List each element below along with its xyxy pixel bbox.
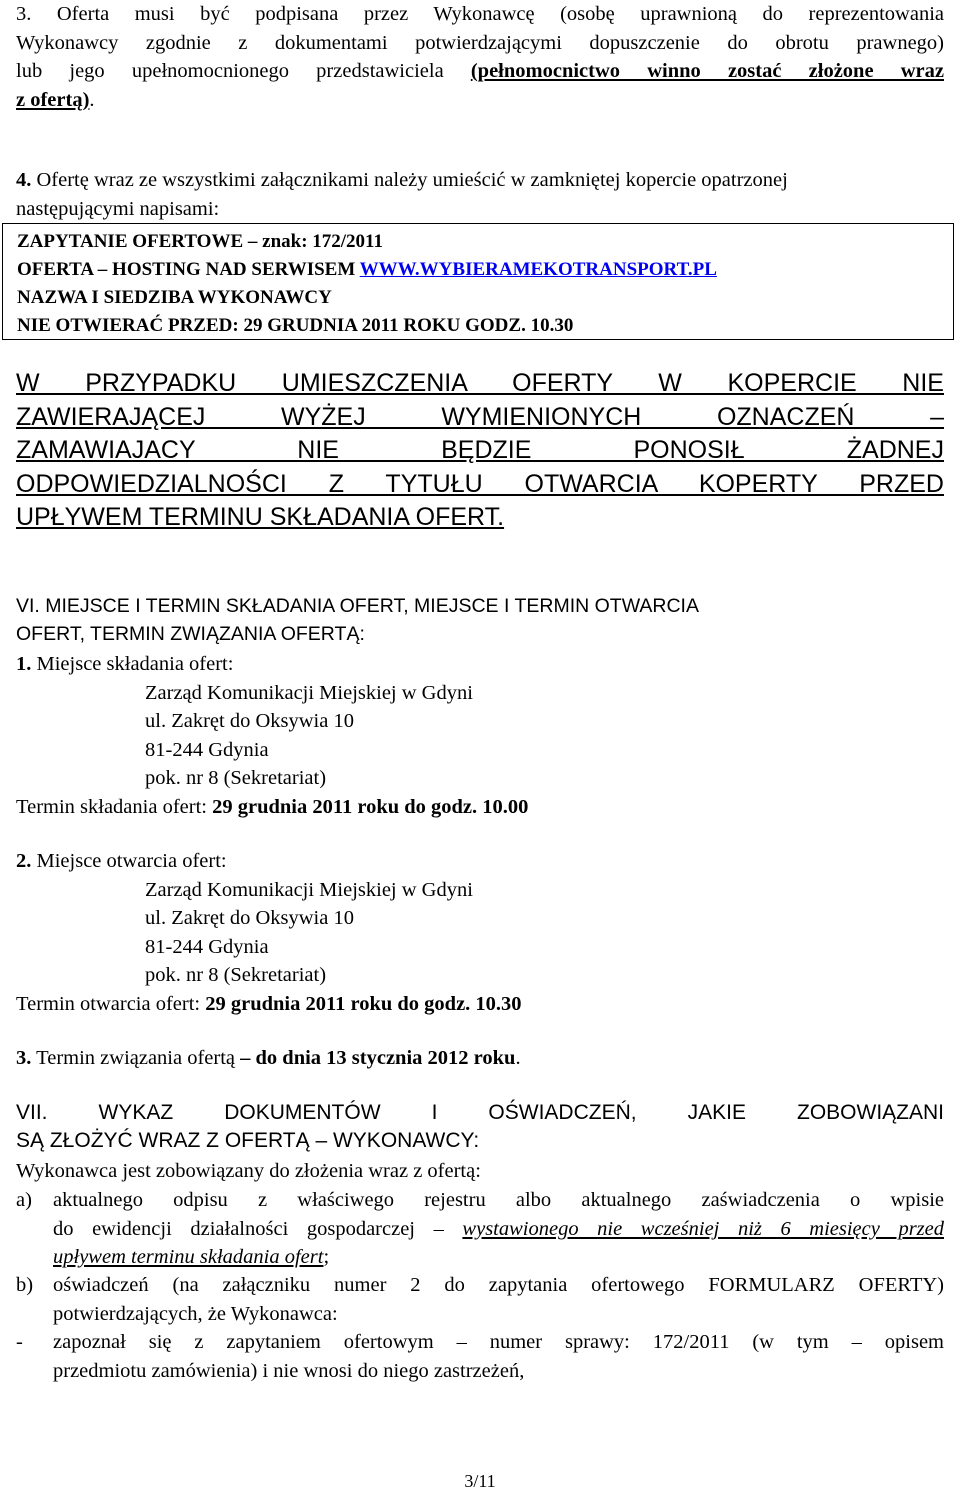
section-7-title-line-2: SĄ ZŁOŻYĆ WRAZ Z OFERTĄ – WYKONAWCY: (16, 1129, 480, 1152)
point-1-term-value: 29 grudnia 2011 roku do godz. 10.00 (212, 795, 529, 818)
warning-line-2: ZAWIERAJĄCEJ WYŻEJ WYMIENIONYCH OZNACZEŃ – (16, 402, 944, 431)
point-3-number: 3. (16, 1047, 32, 1069)
point-1-address-2: ul. Zakręt do Oksywia 10 (145, 710, 354, 732)
dash-item-line-1: zapoznał się z zapytaniem ofertowym – numer sprawy: 172/2011 (w tym – opisem (53, 1331, 944, 1353)
item-3-emphasis: (pełnomocnictwo winno zostać złożone wraz (470, 60, 944, 82)
section-6-title-line-1: VI. MIEJSCE I TERMIN SKŁADANIA OFERT, MIEJSCE I TERMIN OTWARCIA (16, 595, 699, 617)
item-4-paragraph (16, 166, 944, 223)
section-7-title-line-1: VII. WYKAZ DOKUMENTÓW I OŚWIADCZEŃ, JAKIE ZOBOWIĄZANI (16, 1101, 944, 1124)
item-3-line-3-text: lub jego upełnomocnionego przedstawiciela (16, 60, 471, 82)
item-b-label: b) (16, 1274, 34, 1296)
item-3-line-4 (16, 86, 944, 115)
item-3-emphasis-end: z ofertą) (16, 88, 90, 111)
point-3-label: Termin związania ofertą (31, 1047, 241, 1069)
item-3-paragraph (16, 0, 944, 114)
section-6-point-3 (16, 1044, 944, 1073)
section-6-title-line-2: OFERT, TERMIN ZWIĄZANIA OFERTĄ: (16, 623, 365, 645)
point-2-heading (16, 847, 944, 876)
warning-line-3: ZAMAWIAJACY NIE BĘDZIE PONOSIŁ ŻADNEJ (16, 436, 944, 464)
warning-paragraph (16, 367, 944, 535)
item-3-period: . (89, 88, 95, 111)
section-7-intro-text: Wykonawca jest zobowiązany do złożenia wraz z ofertą: (16, 1160, 481, 1182)
section-6-point-2 (16, 847, 944, 1018)
point-2-address-4: pok. nr 8 (Sekretariat) (145, 964, 327, 986)
item-a-emphasis: wystawionego nie wcześniej niż 6 miesięcy przed (462, 1217, 944, 1240)
envelope-line-3: NAZWA I SIEDZIBA WYKONAWCY (17, 287, 332, 308)
section-7 (16, 1099, 944, 1155)
item-4-line-2: następującymi napisami: (16, 197, 220, 220)
section-6-point-1 (16, 650, 944, 821)
dash-item-label: - (16, 1331, 23, 1353)
dash-item-line-2: przedmiotu zamówienia) i nie wnosi do niego zastrzeżeń, (53, 1359, 525, 1382)
section-7-intro (16, 1157, 944, 1186)
item-a-semicolon: ; (323, 1246, 330, 1268)
list-item-a (16, 1186, 944, 1272)
item-a-line-2 (53, 1215, 944, 1244)
point-2-address-2: ul. Zakręt do Oksywia 10 (145, 907, 354, 929)
point-2-label: Miejsce otwarcia ofert: (31, 850, 227, 872)
envelope-line-2-text: OFERTA – HOSTING NAD SERWISEM (17, 259, 360, 280)
envelope-line-4: NIE OTWIERAĆ PRZED: 29 GRUDNIA 2011 ROKU GODZ. 10.30 (17, 315, 574, 336)
warning-line-4: ODPOWIEDZIALNOŚCI Z TYTUŁU OTWARCIA KOPERTY PRZED (16, 469, 944, 498)
point-1-term-label: Termin składania ofert: (16, 795, 213, 818)
section-6 (16, 592, 944, 648)
point-1-address-1: Zarząd Komunikacji Miejskiej w Gdyni (145, 681, 473, 704)
point-2-term-value: 29 grudnia 2011 roku do godz. 10.30 (205, 992, 522, 1015)
point-2-term (16, 990, 944, 1019)
warning-line-5: UPŁYWEM TERMINU SKŁADANIA OFERT. (16, 503, 505, 531)
point-3-period: . (515, 1047, 521, 1069)
point-2-number: 2. (16, 850, 32, 872)
list-item-b (16, 1271, 944, 1328)
point-1-label: Miejsce składania ofert: (31, 653, 234, 675)
item-a-line-3 (53, 1243, 944, 1272)
warning-line-1: W PRZYPADKU UMIESZCZENIA OFERTY W KOPERCIE NIE (16, 369, 944, 397)
page-number: 3/11 (464, 1471, 496, 1491)
item-b-line-1: oświadczeń (na załączniku numer 2 do zapytania ofertowego FORMULARZ OFERTY) (53, 1274, 944, 1296)
point-1-term (16, 793, 944, 822)
item-a-label: a) (16, 1189, 32, 1211)
item-3-line-1: 3. Oferta musi być podpisana przez Wykonawcę (osobę uprawnioną do reprezentowania (16, 3, 944, 25)
item-4-number: 4. (16, 169, 32, 191)
point-1-number: 1. (16, 653, 32, 675)
item-3-line-3 (16, 57, 944, 86)
point-2-address-1: Zarząd Komunikacji Miejskiej w Gdyni (145, 878, 473, 901)
point-1-heading (16, 650, 944, 679)
point-1-address-4: pok. nr 8 (Sekretariat) (145, 767, 327, 789)
point-1-address-3: 81-244 Gdynia (145, 738, 269, 761)
item-a-line-1: aktualnego odpisu z właściwego rejestru albo aktualnego zaświadczenia o wpisie (53, 1189, 944, 1211)
envelope-label-box (2, 223, 954, 340)
dash-item (16, 1328, 944, 1385)
point-3-line (16, 1044, 944, 1073)
item-a-emphasis-end: upływem terminu składania ofert (53, 1246, 324, 1268)
envelope-line-1: ZAPYTANIE OFERTOWE – znak: 172/2011 (17, 231, 384, 252)
website-link[interactable]: WWW.WYBIERAMEKOTRANSPORT.PL (359, 259, 717, 280)
item-4-line-1 (16, 166, 944, 195)
envelope-line-2 (17, 256, 717, 284)
item-b-line-2: potwierdzających, że Wykonawca: (53, 1302, 338, 1325)
item-4-text: Ofertę wraz ze wszystkimi załącznikami należy umieścić w zamkniętej kopercie opatrzonej (31, 169, 788, 191)
item-a-line-2-text: do ewidencji działalności gospodarczej – (53, 1217, 463, 1240)
point-2-term-label: Termin otwarcia ofert: (16, 992, 206, 1015)
point-3-value: – do dnia 13 stycznia 2012 roku (240, 1047, 516, 1069)
item-3-line-2: Wykonawcy zgodnie z dokumentami potwierdzającymi dopuszczenie do obrotu prawnego) (16, 31, 944, 54)
point-2-address-3: 81-244 Gdynia (145, 935, 269, 958)
